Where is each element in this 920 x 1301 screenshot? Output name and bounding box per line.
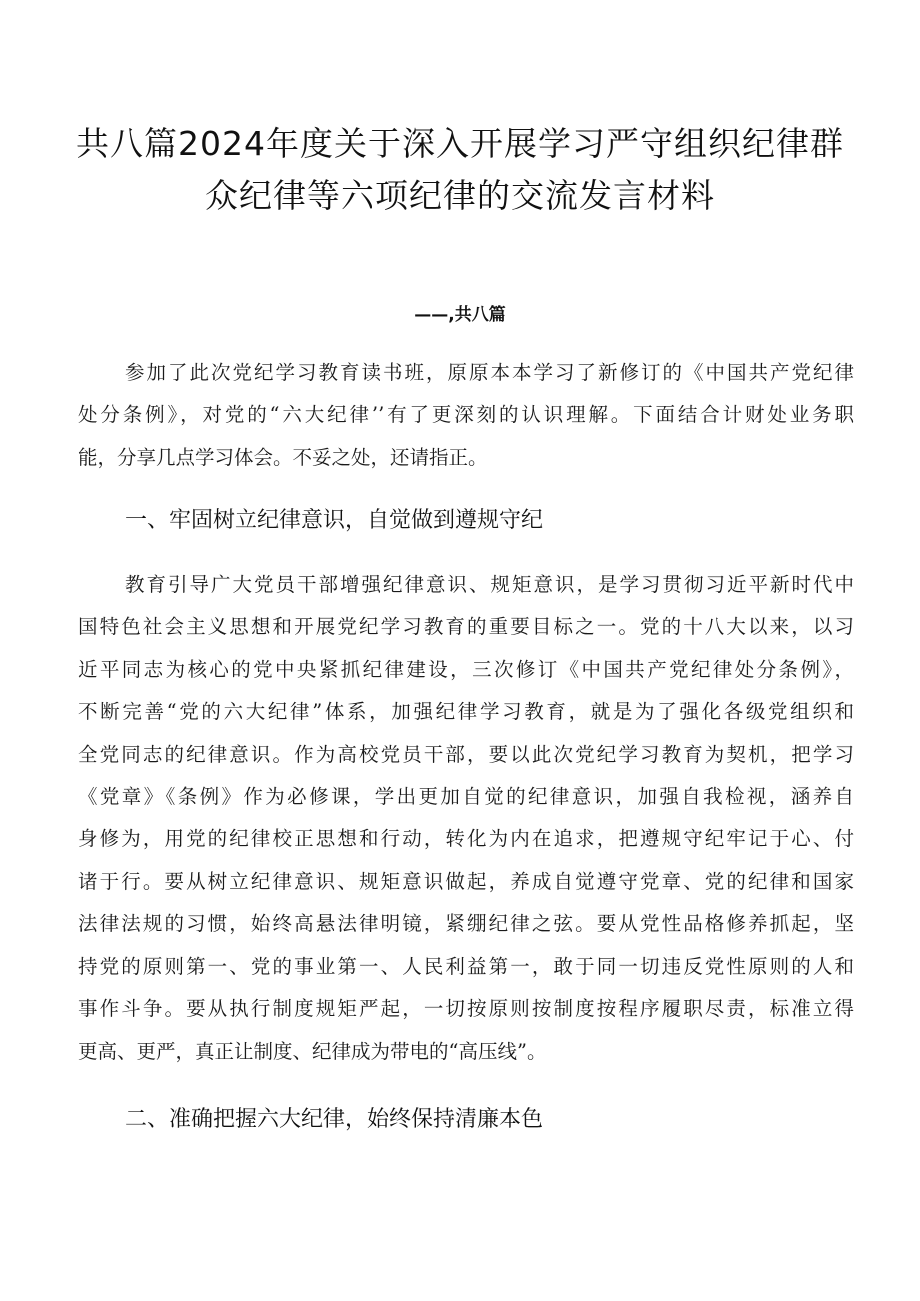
document-title-line-2: 众纪律等六项纪律的交流发言材料 <box>205 176 715 215</box>
intro-line-1: 参加了此次党纪学习教育读书班，原原本本学习了新修订的《中国共产党纪律 <box>125 361 854 384</box>
document-subtitle: ——,共八篇 <box>414 305 506 325</box>
document-title-line-1: 共八篇2024年度关于深入开展学习严守组织纪律群 <box>76 124 844 163</box>
intro-line-3: 能，分享几点学习体会。不妥之处，还请指正。 <box>78 446 488 469</box>
section1-line-9: 法律法规的习惯，始终高悬法律明镜，紧绷纪律之弦。要从党性品格修养抓起，坚 <box>78 912 854 935</box>
section-heading-1: 一、牢固树立纪律意识，自觉做到遵规守纪 <box>125 508 544 533</box>
section1-line-1: 教育引导广大党员干部增强纪律意识、规矩意识，是学习贯彻习近平新时代中 <box>125 573 854 596</box>
intro-line-2: 处分条例》，对党的“六大纪律’’有了更深刻的认识理解。下面结合计财处业务职 <box>78 403 854 426</box>
section-heading-2: 二、准确把握六大纪律，始终保持清廉本色 <box>125 1107 544 1132</box>
section1-line-5: 全党同志的纪律意识。作为高校党员干部，要以此次党纪学习教育为契机，把学习 <box>78 743 854 766</box>
section1-line-12: 更高、更严，真正让制度、纪律成为带电的“高压线”。 <box>78 1040 547 1063</box>
section1-line-8: 诸于行。要从树立纪律意识、规矩意识做起，养成自觉遵守党章、党的纪律和国家 <box>78 870 854 893</box>
section1-line-7: 身修为，用党的纪律校正思想和行动，转化为内在追求，把遵规守纪牢记于心、付 <box>78 827 854 850</box>
section1-line-3: 近平同志为核心的党中央紧抓纪律建设，三次修订《中国共产党纪律处分条例》， <box>78 658 854 681</box>
section1-line-2: 国特色社会主义思想和开展党纪学习教育的重要目标之一。党的十八大以来，以习 <box>78 615 854 638</box>
section1-line-4: 不断完善“党的六大纪律”体系，加强纪律学习教育，就是为了强化各级党组织和 <box>78 700 854 723</box>
section1-line-6: 《党章》《条例》作为必修课，学出更加自觉的纪律意识，加强自我检视，涵养自 <box>78 785 854 808</box>
section1-line-10: 持党的原则第一、党的事业第一、人民利益第一，敢于同一切违反党性原则的人和 <box>78 955 854 978</box>
section1-line-11: 事作斗争。要从执行制度规矩严起，一切按原则按制度按程序履职尽责，标准立得 <box>78 997 854 1020</box>
